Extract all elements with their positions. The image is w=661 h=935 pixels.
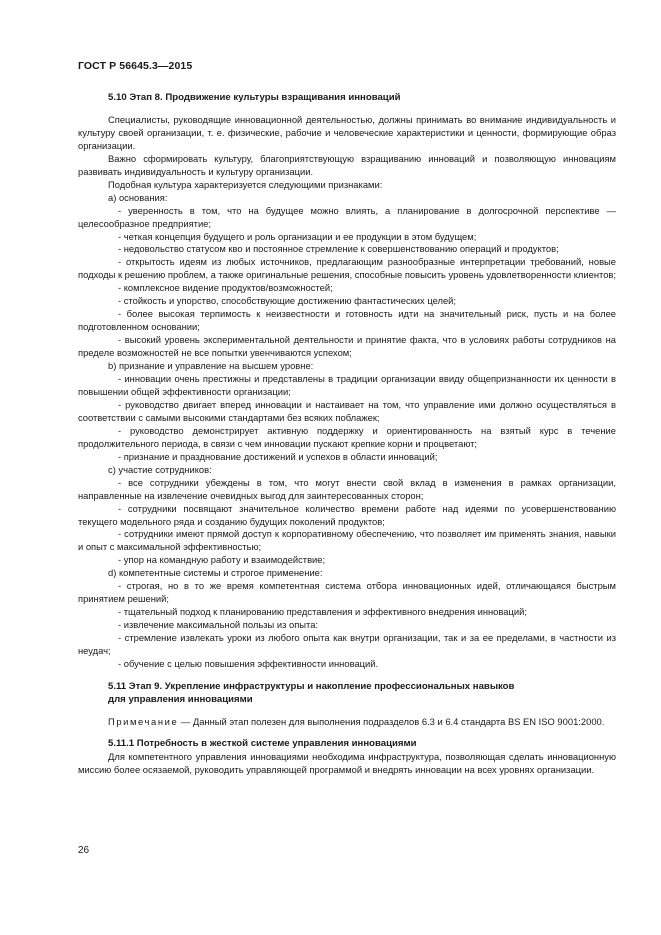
section-5-11-title bbox=[78, 681, 616, 707]
list-item: - сотрудники посвящают значительное количество времени работе над идеями по усовершенствованию текущего модельного ряда и созданию будущих поколений продуктов; bbox=[78, 502, 616, 527]
section-5-11-title-line1: 5.11 Этап 9. Укрепление инфраструктуры и накопление профессиональных навыков bbox=[108, 680, 515, 692]
list-item: - недовольство статусом кво и постоянное стремление к совершенствованию операций и продуктов; bbox=[118, 243, 559, 255]
note bbox=[78, 716, 616, 729]
list-item: - извлечение максимальной пользы из опыта: bbox=[118, 619, 319, 631]
page-number: 26 bbox=[78, 845, 90, 856]
list-item: - высокий уровень экспериментальной деятельности и принятие факта, что в условиях работы сотрудников на пределе возможностей не все попытки увенчиваются успехом; bbox=[78, 334, 616, 359]
list-heading-d: d) компетентные системы и строгое применение: bbox=[108, 567, 323, 579]
list-item: - тщательный подход к планированию представления и эффективного внедрения инноваций; bbox=[118, 606, 527, 618]
list-item: - комплексное видение продуктов/возможностей; bbox=[118, 282, 333, 294]
paragraph: Для компетентного управления инновациями необходима инфраструктура, позволяющая сделать инновационную миссию более осязаемой, руководить управляющей программой и внедрять инновации на всех уровнях организации. bbox=[78, 750, 616, 775]
section-5-11-1-title: 5.11.1 Потребность в жесткой системе управления инновациями bbox=[108, 737, 417, 749]
note-text: — Данный этап полезен для выполнения подразделов 6.3 и 6.4 стандарта BS EN ISO 9001:2000. bbox=[178, 715, 605, 727]
list-item: - строгая, но в то же время компетентная система отбора инновационных идей, отличающаяся быстрым принятием решений; bbox=[78, 580, 616, 605]
list-item: - уверенность в том, что на будущее можно влиять, а планирование в долгосрочной перспективе — целесообразное предприятие; bbox=[78, 204, 616, 229]
page-content bbox=[78, 92, 616, 777]
document-header: ГОСТ Р 56645.3—2015 bbox=[78, 60, 193, 72]
section-5-11-title-line2: для управления инновациями bbox=[108, 693, 253, 705]
paragraph: Важно сформировать культуру, благоприятствующую взращиванию инноваций и позволяющую инновациям развивать индивидуальность и культуру организации. bbox=[78, 152, 616, 177]
list-item: - признание и празднование достижений и успехов в области инноваций; bbox=[118, 450, 438, 462]
list-item: - упор на командную работу и взаимодействие; bbox=[118, 554, 326, 566]
list-heading-a: а) основания: bbox=[108, 191, 168, 203]
list-item: - инновации очень престижны и представлены в традиции организации ввиду общепризнанности их ценности в повышении общей эффективности организации; bbox=[78, 373, 616, 397]
section-5-10-title: 5.10 Этап 8. Продвижение культуры взращивания инноваций bbox=[108, 92, 401, 103]
list-item: - руководство двигает вперед инновации и настаивает на том, что управление ими должно осуществляться в соответствии с самыми высокими стандартами без всяких поблажек; bbox=[78, 398, 616, 423]
list-item: - стойкость и упорство, способствующие достижению фантастических целей; bbox=[118, 295, 457, 307]
list-item: - стремление извлекать уроки из любого опыта как внутри организации, так и за ее пределами, в частности из неудач; bbox=[78, 632, 616, 657]
list-item: - руководство демонстрирует активную поддержку и ориентированность на взятый курс в течение продолжительного периода, в связи с чем инновации пускают крепкие корни и процветают; bbox=[78, 424, 616, 449]
list-heading-b: b) признание и управление на высшем уровне: bbox=[108, 360, 314, 372]
list-item: - более высокая терпимость к неизвестности и готовность идти на значительный риск, пусть и на более подготовленном основании; bbox=[78, 308, 616, 333]
list-item: - четкая концепция будущего и роль организации и ее продукции в этом будущем; bbox=[118, 230, 477, 242]
list-item: - открытость идеям из любых источников, предлагающим разнообразные интерпретации требований, новые подходы к решению проблем, а также оригинальные решения, способные повысить уровень удовлетворенности клиентов; bbox=[78, 256, 617, 281]
paragraph: Специалисты, руководящие инновационной деятельностью, должны принимать во внимание индивидуальность и культуру своей организации, т. е. физические, рабочие и человеческие характеристики и ценности, формирующие образ организации. bbox=[78, 113, 616, 151]
note-label: Примечание bbox=[108, 715, 179, 727]
list-item: - обучение с целью повышения эффективности инноваций. bbox=[118, 657, 379, 669]
list-item: - все сотрудники убеждены в том, что могут внести свой вклад в изменения в рамках организации, направленные на извлечение очевидных выгод для заинтересованных сторон; bbox=[78, 476, 616, 501]
list-item: - сотрудники имеют прямой доступ к корпоративному обеспечению, что позволяет им применять знания, навыки и опыт с максимальной эффективностью; bbox=[78, 528, 616, 553]
paragraph: Подобная культура характеризуется следующими признаками: bbox=[108, 178, 383, 190]
list-heading-c: c) участие сотрудников: bbox=[108, 463, 212, 475]
